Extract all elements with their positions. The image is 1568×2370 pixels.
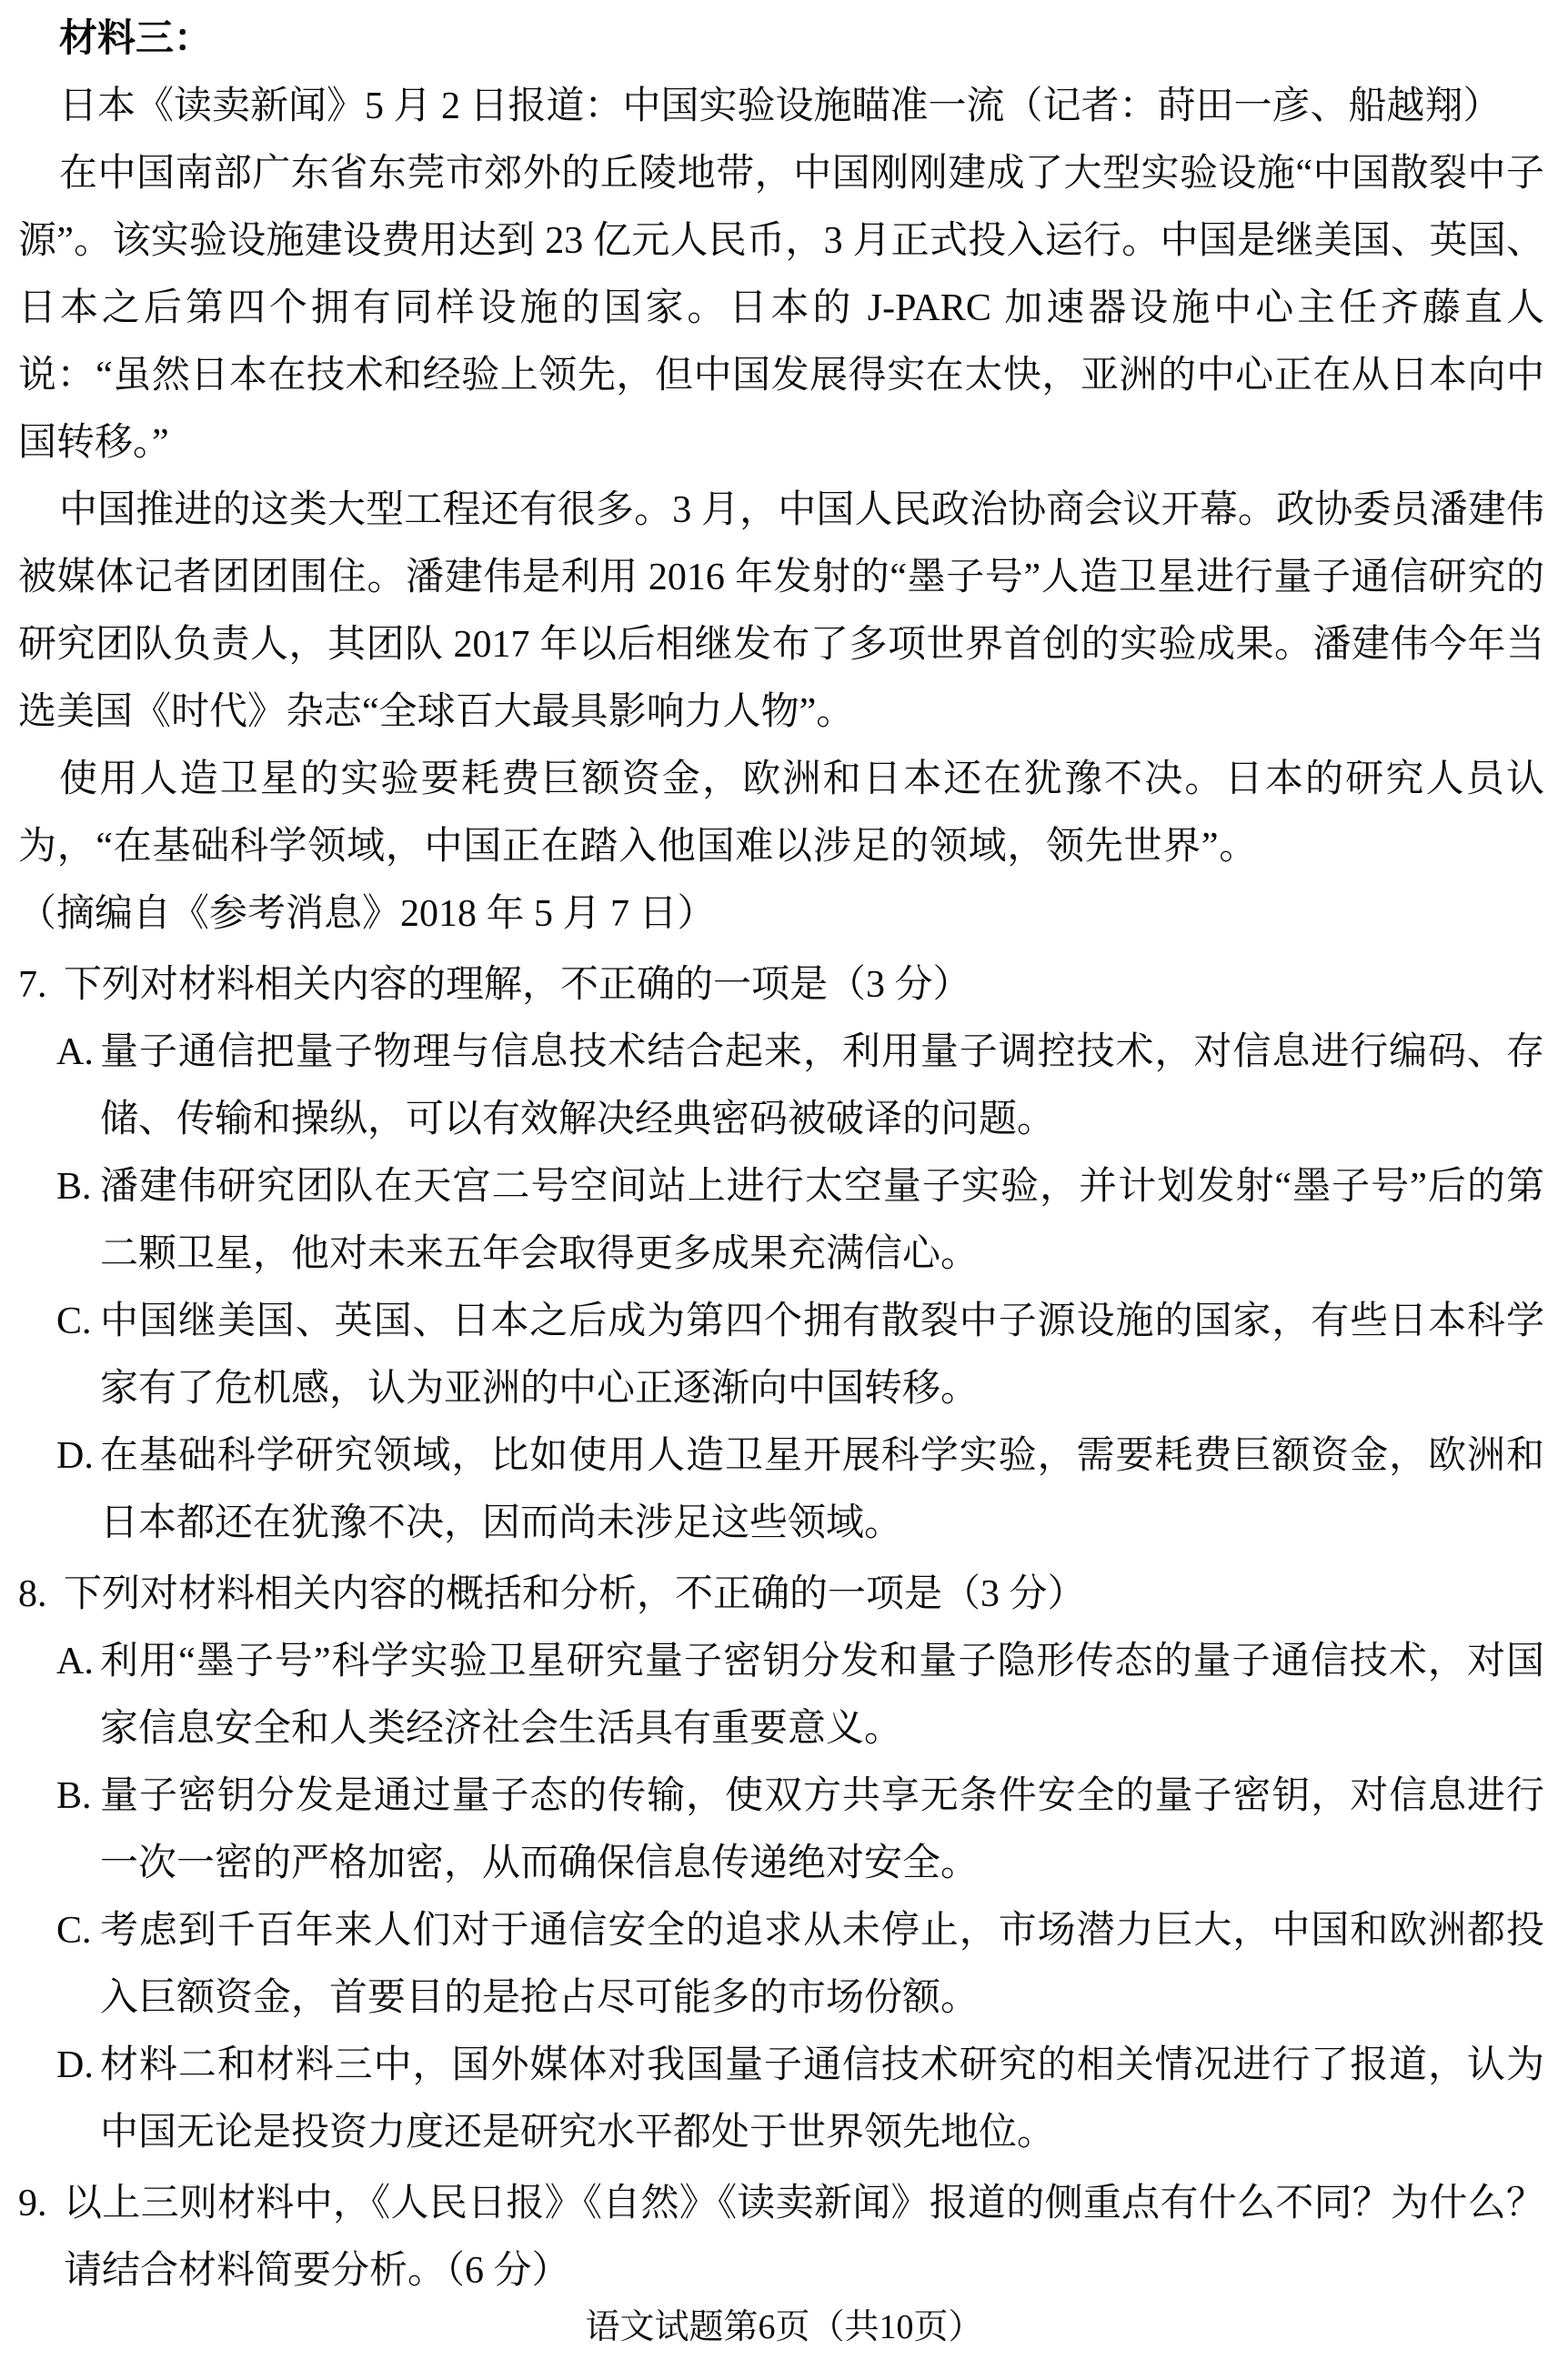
material-paragraph-4 (18, 746, 1544, 948)
question-7-option-d (18, 1422, 1544, 1557)
material-paragraph-2: 在中国南部广东省东莞市郊外的丘陵地带，中国刚刚建成了大型实验设施“中国散裂中子源”。该实验设施建设费用达到 23 亿元人民币，3 月正式投入运行。中国是继美国、英国、日本之后第四个拥有同样设施的国家。日本的 J-PARC 加速器设施中心主任齐藤直人说：“虽然日本在技术和经验上领先，但中国发展得实在太快，亚洲的中心正在从日本向中国转移。” (18, 153, 1544, 464)
question-9 (18, 2170, 1544, 2305)
option-label: D. (56, 2044, 94, 2086)
option-text: 在基础科学研究领域，比如使用人造卫星开展科学实验，需要耗费巨额资金，欧洲和日本都还在犹豫不决，因而尚未涉足这些领域。 (100, 1435, 1544, 1544)
question-8 (18, 1561, 1544, 2166)
material-three-heading: 材料三： (59, 18, 213, 60)
attribution-gap (1258, 858, 1544, 859)
question-7-option-a (18, 1019, 1544, 1153)
material-paragraph-1: 日本《读卖新闻》5 月 2 日报道：中国实验设施瞄准一流（记者：莳田一彦、船越翔） (59, 85, 1502, 127)
question-7-stem (18, 951, 1544, 1019)
material-paragraph-3: 中国推进的这类大型工程还有很多。3 月，中国人民政治协商会议开幕。政协委员潘建伟被媒体记者团团围住。潘建伟是利用 2016 年发射的“墨子号”人造卫星进行量子通信研究的研究团队负责人，其团队 2017 年以后相继发布了多项世界首创的实验成果。潘建伟今年当选美国《时代》杂志“全球百大最具影响力人物”。 (18, 489, 1544, 733)
page-footer: 语文试题第6页（共10页） (585, 2308, 983, 2346)
question-7-option-b (18, 1153, 1544, 1288)
option-label: C. (56, 1300, 92, 1342)
paragraph-text: 使用人造卫星的实验要耗费巨额资金，欧洲和日本还在犹豫不决。日本的研究人员认为，“在基础科学领域，中国正在踏入他国难以涉足的领域，领先世界”。 (18, 758, 1544, 868)
question-text: 下列对材料相关内容的理解，不正确的一项是（3 分） (64, 964, 971, 1006)
question-8-option-d (18, 2032, 1544, 2166)
option-text: 材料二和材料三中，国外媒体对我国量子通信技术研究的相关情况进行了报道，认为中国无论是投资力度还是研究水平都处于世界领先地位。 (100, 2044, 1544, 2154)
question-8-option-c (18, 1897, 1544, 2032)
option-label: B. (56, 1775, 92, 1817)
question-8-stem (18, 1561, 1544, 1628)
option-text: 利用“墨子号”科学实验卫星研究量子密钥分发和量子隐形传态的量子通信技术，对国家信息安全和人类经济社会生活具有重要意义。 (100, 1641, 1544, 1750)
question-7 (18, 951, 1544, 1557)
option-text: 中国继美国、英国、日本之后成为第四个拥有散裂中子源设施的国家，有些日本科学家有了危机感，认为亚洲的中心正逐渐向中国转移。 (100, 1300, 1544, 1410)
question-8-option-b (18, 1762, 1544, 1897)
option-label: B. (56, 1166, 92, 1208)
option-label: A. (56, 1641, 94, 1682)
option-text: 考虑到千百年来人们对于通信安全的追求从未停止，市场潜力巨大，中国和欧洲都投入巨额资金，首要目的是抢占尽可能多的市场份额。 (100, 1910, 1544, 2019)
option-label: D. (56, 1435, 94, 1477)
question-7-option-c (18, 1288, 1544, 1422)
option-label: A. (56, 1031, 94, 1073)
option-text: 量子密钥分发是通过量子态的传输，使双方共享无条件安全的量子密钥，对信息进行一次一密的严格加密，从而确保信息传递绝对安全。 (100, 1775, 1544, 1884)
question-text: 以上三则材料中，《人民日报》《自然》《读卖新闻》报道的侧重点有什么不同？为什么？请结合材料简要分析。（6 分） (64, 2183, 1544, 2292)
question-number: 9. (18, 2183, 47, 2224)
question-text: 下列对材料相关内容的概括和分析，不正确的一项是（3 分） (64, 1573, 1086, 1615)
option-label: C. (56, 1910, 92, 1952)
question-number: 7. (18, 964, 47, 1006)
source-attribution: （摘编自《参考消息》2018 年 5 月 7 日） (18, 893, 716, 935)
option-text: 潘建伟研究团队在天宫二号空间站上进行太空量子实验，并计划发射“墨子号”后的第二颗卫星，他对未来五年会取得更多成果充满信心。 (100, 1166, 1544, 1275)
option-text: 量子通信把量子物理与信息技术结合起来，利用量子调控技术，对信息进行编码、存储、传输和操纵，可以有效解决经典密码被破译的问题。 (100, 1031, 1544, 1140)
question-number: 8. (18, 1573, 47, 1615)
question-8-option-a (18, 1628, 1544, 1762)
question-9-stem (18, 2170, 1544, 2305)
